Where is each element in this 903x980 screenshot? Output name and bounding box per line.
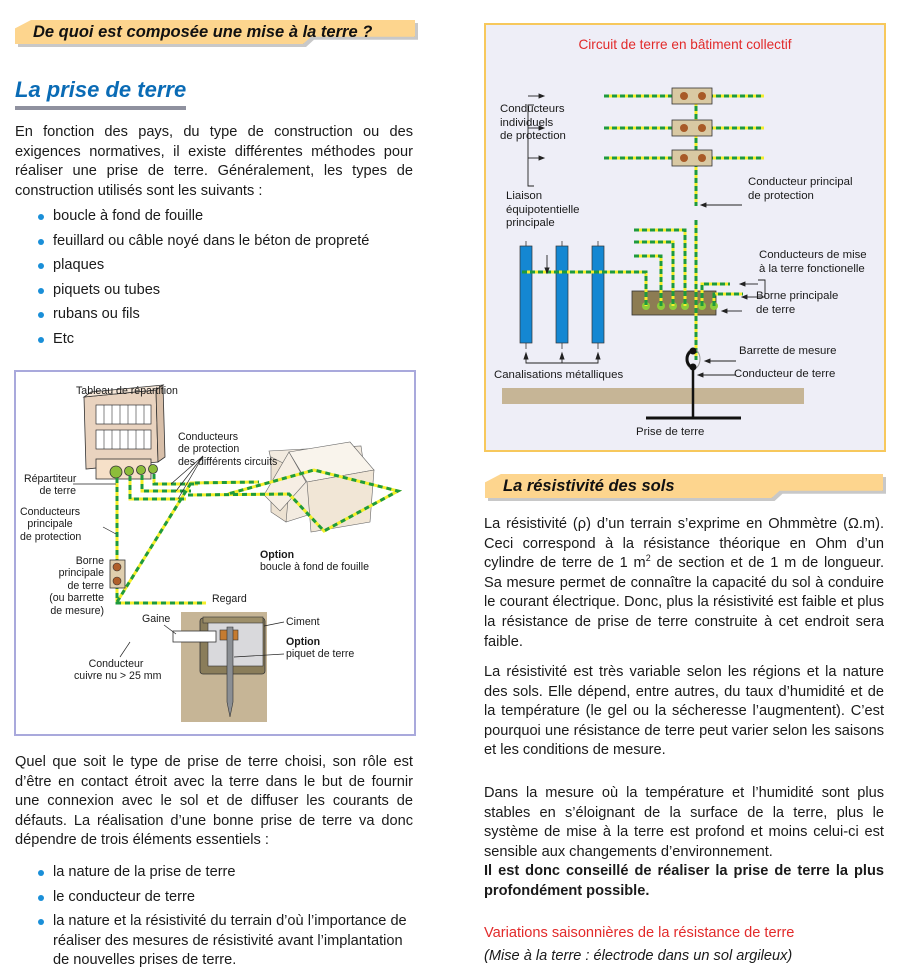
label-line: équipotentielle — [506, 203, 580, 216]
label-option-piquet — [286, 636, 354, 661]
label-borne — [36, 555, 104, 617]
label-line: de protection — [500, 130, 566, 143]
elements-list — [38, 863, 414, 971]
main-earth-terminal-icon — [110, 560, 125, 588]
figure-collective-building-circuit — [484, 23, 886, 452]
list-item: Etc — [38, 330, 369, 350]
label-repartiteur — [24, 473, 76, 498]
label-barrette: Barrette de mesure — [739, 345, 837, 357]
label-conducteur-principal — [748, 176, 852, 203]
label-line: principale — [27, 518, 73, 531]
label-line: principale — [506, 217, 555, 230]
list-item: rubans ou fils — [38, 305, 369, 325]
list-item: plaques — [38, 256, 369, 276]
label-line: Borne principale — [756, 290, 839, 302]
label-prise: Prise de terre — [636, 426, 705, 438]
label-line: (ou barrette — [49, 592, 104, 605]
label-conducteurs-principale — [20, 506, 80, 543]
distribution-panel-icon — [84, 385, 165, 479]
list-item: piquets ou tubes — [38, 281, 369, 301]
label-bold: Option — [286, 636, 321, 648]
ground-layer — [502, 388, 804, 404]
list-item: le conducteur de terre — [38, 888, 414, 908]
label-line: piquet de terre — [286, 648, 355, 661]
advice-bold: Il est donc conseillé de réaliser la prise de terre la plus profondément possible. — [484, 863, 884, 899]
text-part: La résistivité (ρ) d’un terrain s’exprime en Ohmmètre (Ω.m). Ceci correspond à la résistance théorique en Ohm d’un cylindre de terre de 1 m — [484, 516, 884, 572]
label-line: à la terre fonctionelle — [759, 262, 865, 275]
section-banner-text: De quoi est composée une mise à la terre ? — [33, 23, 373, 41]
types-list — [38, 207, 369, 350]
label-tableau: Tableau de répartition — [76, 385, 178, 397]
page-title: La prise de terre — [15, 76, 186, 110]
text-part: de section et de 1 m de longueur. Sa mesure permet de connaître la capacité du sol à conduire le courant électrique. Donc, plus la résistivité est faible et plus la résistance de prise de terre construite à cet endroit sera faible. — [484, 555, 885, 650]
label-line: Conducteur principal — [748, 176, 853, 188]
label-line: principale — [58, 567, 104, 580]
floor-connectors — [672, 88, 712, 166]
label-line: Liaison — [506, 190, 543, 202]
label-line: Conducteurs de mise — [759, 249, 867, 261]
label-line: de terre — [67, 579, 104, 592]
label-line: individuels — [500, 116, 554, 129]
text-part: Dans la mesure où la température et l’humidité sont plus stables en s’éloignant de la surface de la terre, plus le système de mise à la terre est profond et moins celui-ci est sensible aux changements d’environnement. — [484, 785, 884, 860]
section-banner — [15, 20, 415, 44]
collective-circuit-drawing — [486, 25, 884, 450]
label-regard: Regard — [212, 593, 247, 605]
label-conducteurs-individuels — [500, 103, 580, 144]
house-icon — [264, 442, 374, 532]
resistivity-paragraph-2: La résistivité est très variable selon les régions et la nature des sols. Elle dépend, entre autres, du taux d’humidité et de la température (le gel ou la sécheresse l’augmentent). C’est pourquoi une résistance de terre peut varier selon les saisons et les conditions de mesure. — [484, 664, 884, 759]
list-item: boucle à fond de fouille — [38, 207, 369, 227]
resistivity-paragraph-1 — [484, 515, 884, 652]
label-line: de protection — [20, 530, 82, 543]
label-line: de mesure) — [50, 604, 104, 617]
list-item: la nature et la résistivité du terrain d’où l’importance de réaliser des mesures de résistivité avant l’implantation de nouvelles prises de terre. — [38, 912, 414, 971]
label-line: de terre — [756, 303, 796, 316]
label-conducteurs-protection — [178, 431, 277, 468]
label-fonctionnelle — [759, 249, 867, 276]
label-liaison — [506, 190, 586, 231]
label-conducteur-cuivre — [74, 658, 162, 683]
list-item: feuillard ou câble noyé dans le béton de propreté — [38, 232, 369, 252]
label-gaine: Gaine — [142, 613, 171, 625]
label-option-boucle — [260, 549, 369, 574]
intro-paragraph: En fonction des pays, du type de construction ou des exigences normatives, il existe différentes méthodes pour réaliser une prise de terre. Généralement, les types de construction utilisés sont les suivants : — [15, 124, 413, 199]
inspection-pit-icon — [173, 612, 267, 722]
label-line: Conducteurs — [178, 431, 239, 443]
label-line: Conducteurs — [20, 506, 81, 518]
resistivity-banner-text: La résistivité des sols — [503, 477, 675, 495]
label-line: de protection — [178, 443, 240, 456]
label-conducteur-terre: Conducteur de terre — [734, 368, 836, 380]
label-bold: Option — [260, 549, 295, 561]
seasonal-variations-title: Variations saisonnières de la résistance de terre — [484, 925, 795, 941]
label-line: Borne — [75, 555, 104, 567]
label-line: de protection — [748, 189, 814, 202]
label-canalisations: Canalisations métalliques — [494, 369, 624, 381]
label-line: cuivre nu > 25 mm — [74, 670, 162, 683]
superscript: 2 — [645, 553, 651, 564]
label-line: boucle à fond de fouille — [260, 561, 369, 574]
figure-title: Circuit de terre en bâtiment collectif — [578, 37, 792, 52]
label-ciment: Ciment — [286, 616, 320, 628]
seasonal-variations-subtitle: (Mise à la terre : électrode dans un sol argileux) — [484, 948, 793, 964]
list-item: la nature de la prise de terre — [38, 863, 414, 883]
label-line: Conducteur — [88, 658, 144, 670]
label-line: Conducteurs — [500, 103, 565, 115]
label-borne-principale — [756, 290, 838, 317]
role-paragraph: Quel que soit le type de prise de terre choisi, son rôle est d’être en contact étroit avec la terre dans le but de fournir une connexion avec le sol et de diffuser les courants de défauts. La réalisation d’une bonne prise de terre va donc dépendre de trois éléments essentiels : — [15, 754, 413, 849]
figure-earthing-installation — [14, 370, 416, 736]
resistivity-banner — [485, 474, 883, 498]
metal-pipes-icon — [520, 241, 604, 349]
label-line: de terre — [39, 485, 76, 498]
label-line: Répartiteur — [24, 473, 77, 485]
resistivity-paragraph-3 — [484, 784, 884, 902]
label-line: des différents circuits — [178, 455, 278, 468]
